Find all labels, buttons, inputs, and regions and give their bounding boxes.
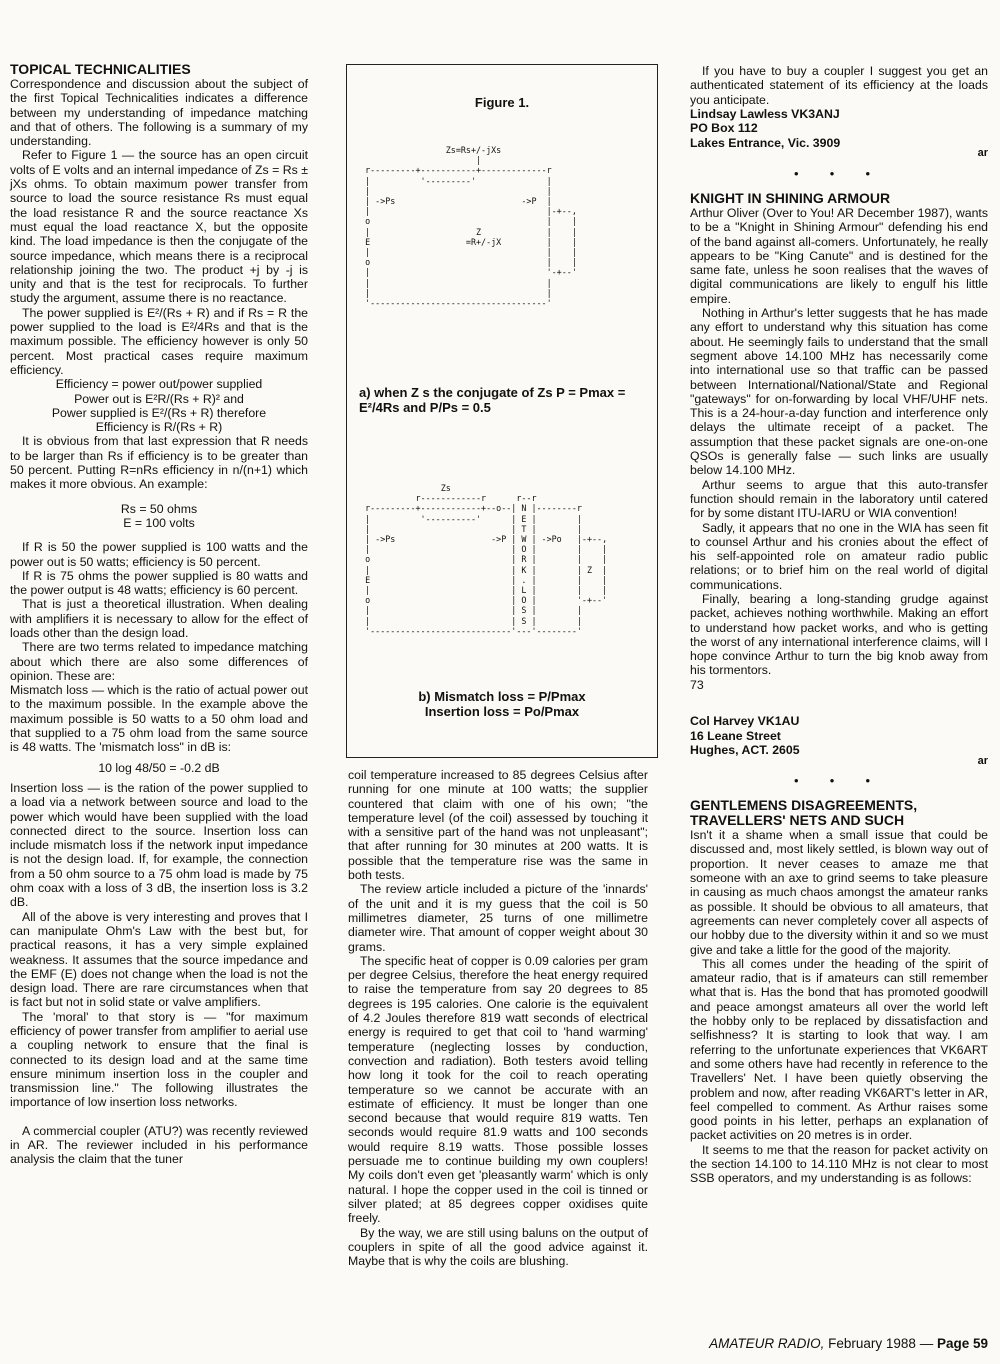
- equation: Power supplied is E²/(Rs + R) therefore: [51, 405, 267, 420]
- title-line: GENTLEMENS DISAGREEMENTS,: [690, 797, 918, 814]
- paragraph: That is just a theoretical illustration. When dealing with amplifiers it is necessary to allow for the effect of loads other than the design load.: [10, 597, 308, 640]
- paragraph: There are two terms related to impedance matching about which there are also some differences of opinion. These are:: [10, 640, 308, 683]
- paragraph: This all comes under the heading of the spirit of amateur radio, that is if amateurs can still remember what that is. Has the bond that has promoted goodwill and peace amongst amateurs all over the world left the hobby only to be replaced by dissatisfaction and selfishness? It is starting to look that way. I am referring to the unfortunate experiences that VK6ART and some others have had recently in reference to the Travellers' Net. I have been quietly observing the problem and now, after reading VK6ART's letter in AR, feel compelled to comment. As Arthur raises some good points in his letter, perhaps an explanation of packet activities on 20 metres is in order.: [690, 956, 988, 1143]
- page-number: Page 59: [936, 1336, 988, 1351]
- equation: 10 log 48/50 = -0.2 dB: [98, 760, 220, 775]
- paragraph: A commercial coupler (ATU?) was recently reviewed in AR. The reviewer included in his performance analysis the claim that the tuner: [10, 1123, 308, 1167]
- signature-address: PO Box 112: [690, 121, 758, 136]
- paragraph: The review article included a picture of the 'innards' of the unit and it is my guess that the coil is 50 millimetres diameter, 25 turns of one millimetre diameter wire. That amount of copper weight about 30 grams.: [348, 882, 648, 954]
- column-right: [690, 64, 988, 1186]
- issue-date: February 1988 —: [824, 1336, 937, 1351]
- signature-name: Col Harvey VK1AU: [690, 714, 800, 729]
- example-value: E = 100 volts: [123, 515, 195, 530]
- example-value: Rs = 50 ohms: [120, 501, 198, 516]
- article-title-gentlemens: [690, 798, 988, 828]
- figure-title: Figure 1.: [474, 95, 530, 110]
- signature-name: Lindsay Lawless VK3ANJ: [690, 106, 840, 121]
- paragraph: The 'moral' to that story is — "for maximum efficiency of power transfer from amplifier to aerial use a coupling network to ensure that the final is connected to its design load and at the same time ensure minimum insertion loss in the coupler and transmission line." The following illustrates the importance of low insertion loss networks.: [10, 1009, 308, 1110]
- paragraph: Arthur Oliver (Over to You! AR December 1987), wants to be a "Knight in Shining Armour" defending his end of the band against all-comers. Unfortunately, he really appears to be "King Canute" and is destined for the same fate, unless he soon realises that the waves of digital communications are likely to engulf his little empire.: [690, 205, 988, 306]
- circuit-diagram-b: Zs r------------r r--r r---------+------------+--o--| N |--------r | '----------' | E | | | | T | | | ->Ps ->P | W | ->Po |-+--, | | O | | | o | R | | | | | K | | Z | E | . | | | | | L | | | o | O | '-+--' | | S | | | | S | | '----------------------------'---'--------': [365, 483, 608, 636]
- column-left: [10, 62, 308, 1167]
- paragraph: Mismatch loss — which is the ratio of actual power out to the maximum possible. In the example above the maximum possible is 50 watts to a 50 ohm load and that supplied to a 75 ohm load from the same source is 48 watts. The 'mismatch loss" in dB is:: [10, 683, 308, 755]
- paragraph: Insertion loss — is the ration of the power supplied to a load via a network between source and load to the power which would have been supplied with the load connected direct to the source. Insertion loss can include mismatch loss if the network input impedance is not the design load. If, for example, the connection from a 50 ohm source to a 75 ohm load is made by 75 ohm coax with a loss of 3 dB, the insertion loss is 3.2 dB.: [10, 780, 308, 910]
- equation: Power out is E²R/(Rs + R)² and: [74, 391, 244, 406]
- paragraph: If R is 50 the power supplied is 100 watts and the power out is 50 watts; efficiency is 50 percent.: [10, 540, 308, 569]
- paragraph: It seems to me that the reason for packet activity on the section 14.100 to 14.110 MHz is not clear to most SSB operators, and my understanding is as follows:: [690, 1142, 988, 1186]
- end-mark: ar: [977, 147, 988, 160]
- figure-caption-a: a) when Z s the conjugate of Zs P = Pmax = E²/4Rs and P/Ps = 0.5: [359, 385, 626, 415]
- paragraph: By the way, we are still using baluns on the output of couplers in spite of all the good advice against it. Maybe that is why the coils are blushing.: [348, 1225, 648, 1269]
- paragraph: Refer to Figure 1 — the source has an open circuit volts of E volts and an internal impedance of Zs = Rs ± jXs ohms. To obtain maximum power transfer from source to load the source resistance Rs must equal the load resistance R and the source reactance Xs must equal the load reactance X, but the opposite kind. The load impedance is then the conjugate of the source impedance, which means there is a reciprocal relationship joining the two. The product +j by -j is unity and that is the test for reciprocals. To further study the argument, assume there is no reactance.: [10, 148, 308, 306]
- signature-block: [690, 107, 988, 151]
- paragraph: All of the above is very interesting and proves that I can manipulate Ohm's Law with the best but, for practical reasons, it has a very simple explained weakness. It assumes that the source impedance and the EMF (E) does not change when the load is not the design load. There are rare circumstances when that is fact but not in solid state or valve amplifiers.: [10, 909, 308, 1010]
- equation: Efficiency is R/(Rs + R): [95, 420, 223, 435]
- paragraph: The power supplied is E²/(Rs + R) and if Rs = R the power supplied to the load is E²/4Rs and that is the maximum possible. The efficiency however is only 50 percent. Most practical cases require maximum efficiency.: [10, 305, 308, 377]
- section-separator: • • •: [794, 773, 884, 788]
- caption-mismatch-loss: b) Mismatch loss = P/Pmax: [418, 689, 586, 704]
- paragraph: Correspondence and discussion about the subject of the first Topical Technicalities indicates a difference between my understanding of impedance matching and that of others. The following is a summary of my understanding.: [10, 77, 308, 149]
- signature-block: [690, 714, 988, 758]
- paragraph: If R is 75 ohms the power supplied is 80 watts and the power output is 48 watts; efficiency is 60 percent.: [10, 568, 308, 598]
- paragraph: If you have to buy a coupler I suggest you get an authenticated statement of its efficiency at the loads you anticipate.: [690, 64, 988, 107]
- figure-caption-b: [347, 689, 657, 719]
- paragraph: It is obvious from that last expression that R needs to be larger than Rs if efficiency is to be greater than 50 percent. Putting R=nRs efficiency in n/(n+1) which makes it more obvious. An example:: [10, 434, 308, 492]
- figure-1: [346, 64, 658, 758]
- paragraph: The specific heat of copper is 0.09 calories per gram per degree Celsius, therefore the heat energy required to raise the temperature from say 20 degrees to 85 degrees is 195 calories. One calorie is the equivalent of 4.2 Joules therefore 819 watt seconds of electrical energy is required to get that coil to 'hand warming' temperature (neglecting losses by conduction, convection and radiation). Both testers avoid telling how long it took for the coil to reach operating temperature so we cannot be accurate with an estimate of efficiency. It must be longer than one second because that would require 819 watts. Ten seconds would require 81.9 watts and 100 seconds would require 8.19 watts. Those possible losses persuade me to continue building my own couplers! My coils don't even get 'pleasantly warm' which is only natural. I hope the copper used in the coil is tinned or silver plated; at 85 degrees copper oxidises quite freely.: [348, 953, 648, 1226]
- column-middle: [348, 768, 648, 1268]
- end-mark: ar: [977, 754, 988, 767]
- paragraph: coil temperature increased to 85 degrees Celsius after running for one minute at 100 watts; the supplier countered that claim with one of his own; "the temperature level (of the coil) assessed by touching it with a sensitive part of the hand was not unpleasant"; that after running for 30 minutes at 200 watts. It is possible that the temperature rise was the same in both tests.: [348, 768, 648, 883]
- caption-insertion-loss: Insertion loss = Po/Pmax: [424, 704, 580, 719]
- paragraph: Isn't it a shame when a small issue that could be discussed and, most likely settled, is blown way out of proportion. It never ceases to amaze me that someone with an axe to grind seems to take pleasure in causing as much chaos amongst the amateur ranks as possible. It should be obvious to all amateurs, that agreements can never completely cover all aspects of our hobby due to the diversity within it and so we must give and take a little for the good of the majority.: [690, 828, 988, 957]
- paragraph: 73: [690, 677, 704, 692]
- equation: Efficiency = power out/power supplied: [55, 377, 263, 392]
- article-title-knight: KNIGHT IN SHINING ARMOUR: [690, 189, 891, 206]
- circuit-diagram-a: Zs=Rs+/-jXs | r---------+-----------+-------------r | '---------' | | | | ->Ps ->P | | |-+--, o | | | Z | | E =R+/-jX | | | | | o | | | '-+--' | | | | '-----------------------------------': [365, 145, 577, 309]
- section-separator: • • •: [794, 166, 884, 181]
- article-title-topical-technicalities: TOPICAL TECHNICALITIES: [10, 61, 191, 77]
- paragraph: Finally, bearing a long-standing grudge against packet, achieves nothing worthwhile. Making an effort to understand how packet works, and who is getting the worst of any international interference claims, will I hope convince Arthur to turn the big knob away from his tormentors.: [690, 592, 988, 678]
- paragraph: Nothing in Arthur's letter suggests that he has made any effort to understand why this situation has come about. He seemingly fails to understand that the small segment above 14.100 MHz has necessarily come into international use so that traffic can be passed between International/National/State and Regional "gateways" for on-forwarding by local VHF/UHF nets. This is a 24-hour-a-day function and interference only delays the ultimate receipt of a packet. The assumption that these packet signals are one-on-one QSOs is generally false — such links are usually below 14.100 MHz.: [690, 306, 988, 478]
- title-line: TRAVELLERS' NETS AND SUCH: [690, 812, 905, 829]
- magazine-name: AMATEUR RADIO,: [709, 1336, 825, 1351]
- page-footer: [709, 1336, 988, 1351]
- signature-address: 16 Leane Street: [690, 728, 781, 743]
- signature-address: Lakes Entrance, Vic. 3909: [690, 135, 841, 150]
- paragraph: Arthur seems to argue that this auto-transfer function should remain in the laboratory until catered for by some distant ITU-IARU or WIA convention!: [690, 477, 988, 521]
- signature-address: Hughes, ACT. 2605: [690, 743, 800, 758]
- paragraph: Sadly, it appears that no one in the WIA has seen fit to counsel Arthur and his cronies about the effect of his self-appointed role on amateur radio public relations; or to brief him on the real world of digital communications.: [690, 520, 988, 592]
